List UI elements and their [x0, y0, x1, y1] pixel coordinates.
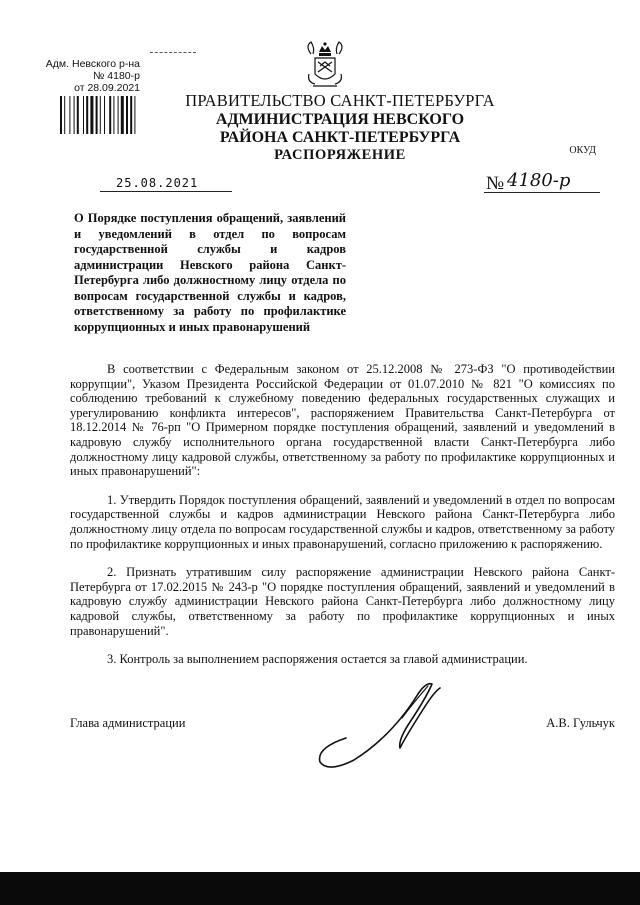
stamp-organization: Адм. Невского р-на	[45, 58, 140, 70]
okud-label: ОКУД	[569, 145, 596, 156]
stamp-dash-line	[150, 52, 196, 53]
stamp-number: № 4180-р	[93, 70, 140, 82]
document-body	[70, 362, 615, 667]
clause-3: 3. Контроль за выполнением распоряжения остается за главой администрации.	[107, 652, 528, 667]
registration-stamp	[40, 58, 140, 94]
administration-title-line1: АДМИНИСТРАЦИЯ НЕВСКОГО	[215, 111, 465, 128]
document-type: РАСПОРЯЖЕНИЕ	[274, 147, 406, 163]
handwritten-signature	[306, 678, 456, 773]
document-date: 25.08.2021	[116, 176, 199, 190]
administration-title-line2: РАЙОНА САНКТ-ПЕТЕРБУРГА	[219, 129, 461, 146]
document-subject: О Порядке поступления обращений, заявлений и уведомлений в отдел по вопросам государственной службы и кадров администрации Невского района Санкт-Петербурга либо должностному лицу отдела по вопросам государственной службы и кадров, ответственному за работу по профилактике коррупционных и иных правонарушений	[74, 211, 346, 334]
number-label: №	[486, 173, 505, 194]
date-underline	[100, 191, 232, 192]
signatory-title: Глава администрации	[70, 716, 186, 730]
signatory-name: А.В. Гульчук	[546, 716, 615, 730]
government-title: ПРАВИТЕЛЬСТВО САНКТ-ПЕТЕРБУРГА	[185, 91, 495, 110]
administration-title	[20, 111, 640, 147]
clause-2: 2. Признать утратившим силу распоряжение администрации Невского района Санкт-Петербурга от 17.02.2015 № 243-р "О порядке поступления обращений, заявлений и уведомлений в кадровую службу администрации Невского района Санкт-Петербурга либо должностному лицу кадровой службы, ответственному за работу по профилактике коррупционных и иных правонарушений".	[70, 565, 615, 638]
scan-footer-band	[0, 872, 640, 905]
stamp-date: от 28.09.2021	[74, 82, 140, 94]
clause-1: 1. Утвердить Порядок поступления обращений, заявлений и уведомлений в отдел по вопросам государственной службы и кадров администрации Невского района Санкт-Петербурга либо должностному лицу отдела по вопросам государственной службы и кадров, ответственному за работу по профилактике коррупционных и иных правонарушений, согласно приложению к распоряжению.	[70, 492, 615, 551]
number-underline	[484, 192, 600, 193]
document-number: 4180-р	[507, 170, 571, 191]
preamble-paragraph: В соответствии с Федеральным законом от 25.12.2008 № 273-ФЗ "О противодействии коррупции", Указом Президента Российской Федерации от 01.07.2010 № 821 "О комиссиях по соблюдению требований к служебному поведению федеральных государственных служащих и урегулированию конфликта интересов", распоряжением Правительства Санкт-Петербурга от 18.12.2014 № 76-рп "О Примерном порядке поступления обращений, заявлений и уведомлений в кадровую службу исполнительного органа государственной власти Санкт-Петербурга либо должностному лицу кадровой службы, ответственному за работу по профилактике коррупционных и иных правонарушений":	[70, 362, 615, 479]
coat-of-arms-icon	[303, 40, 347, 90]
